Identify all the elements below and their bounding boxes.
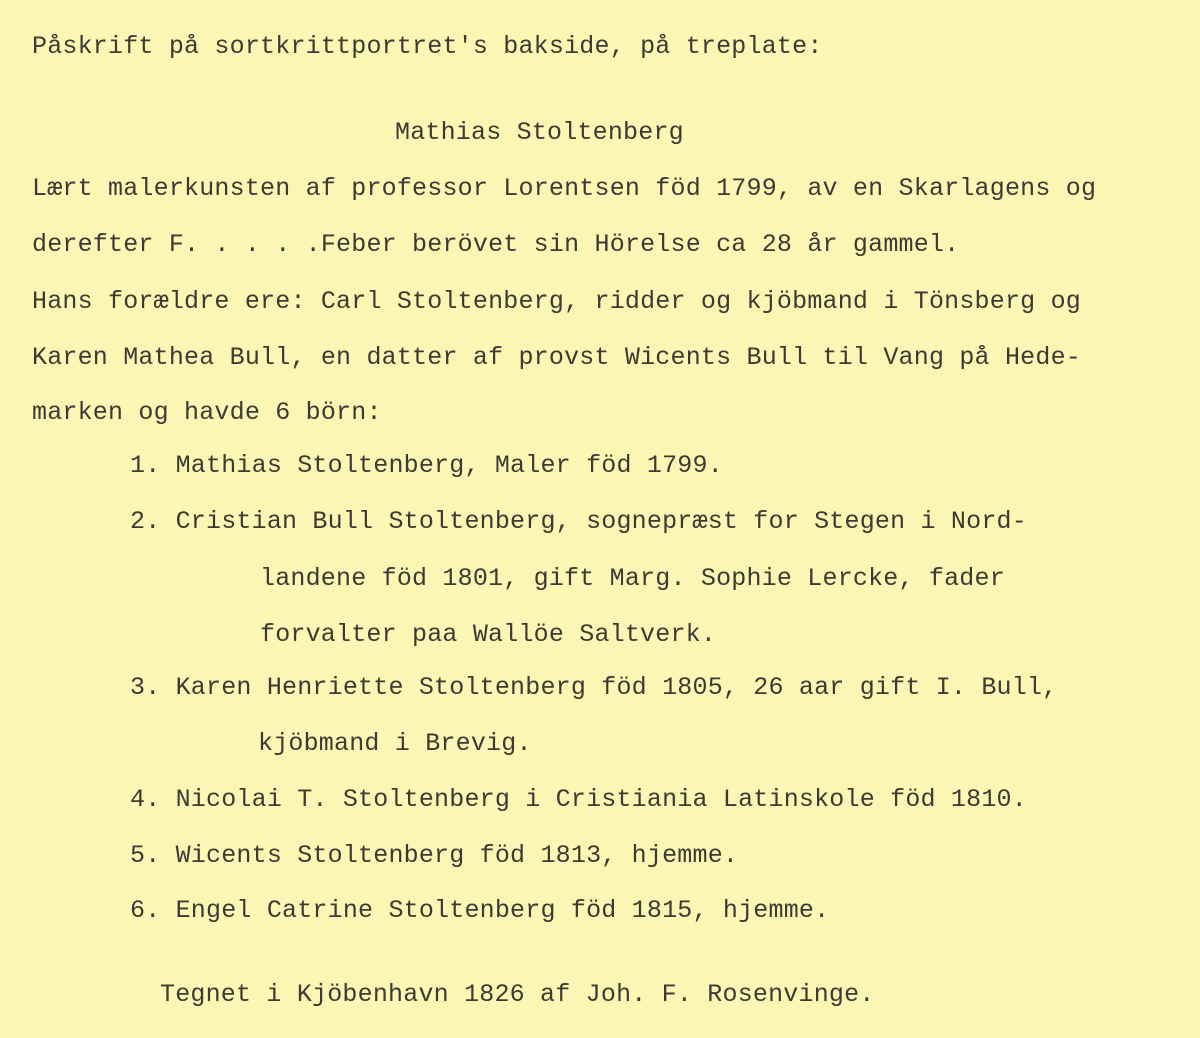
paragraph-line: Hans forældre ere: Carl Stoltenberg, ridder og kjöbmand i Tönsberg og xyxy=(32,287,1081,316)
child-entry-3: 3. Karen Henriette Stoltenberg föd 1805, 26 aar gift I. Bull, xyxy=(130,673,1058,702)
paragraph-line: derefter F. . . . .Feber berövet sin Hörelse ca 28 år gammel. xyxy=(32,230,960,259)
child-entry-2-continuation: landene föd 1801, gift Marg. Sophie Lercke, fader xyxy=(260,564,1005,593)
child-entry-2-continuation: forvalter paa Wallöe Saltverk. xyxy=(260,620,717,649)
child-entry-2: 2. Cristian Bull Stoltenberg, sognepræst for Stegen i Nord- xyxy=(130,507,1027,536)
paragraph-line: Karen Mathea Bull, en datter af provst Wicents Bull til Vang på Hede- xyxy=(32,343,1081,372)
paragraph-line: Lært malerkunsten af professor Lorentsen föd 1799, av en Skarlagens og xyxy=(32,174,1097,203)
child-entry-1: 1. Mathias Stoltenberg, Maler föd 1799. xyxy=(130,451,723,480)
portrait-subject-name: Mathias Stoltenberg xyxy=(395,118,684,147)
signature-line: Tegnet i Kjöbenhavn 1826 af Joh. F. Rosenvinge. xyxy=(160,980,875,1009)
child-entry-5: 5. Wicents Stoltenberg föd 1813, hjemme. xyxy=(130,841,739,870)
child-entry-3-continuation: kjöbmand i Brevig. xyxy=(258,729,532,758)
child-entry-4: 4. Nicolai T. Stoltenberg i Cristiania Latinskole föd 1810. xyxy=(130,785,1027,814)
child-entry-6: 6. Engel Catrine Stoltenberg föd 1815, hjemme. xyxy=(130,896,830,925)
paragraph-line: marken og havde 6 börn: xyxy=(32,398,382,427)
document-heading: Påskrift på sortkrittportret's bakside, på treplate: xyxy=(32,32,823,61)
